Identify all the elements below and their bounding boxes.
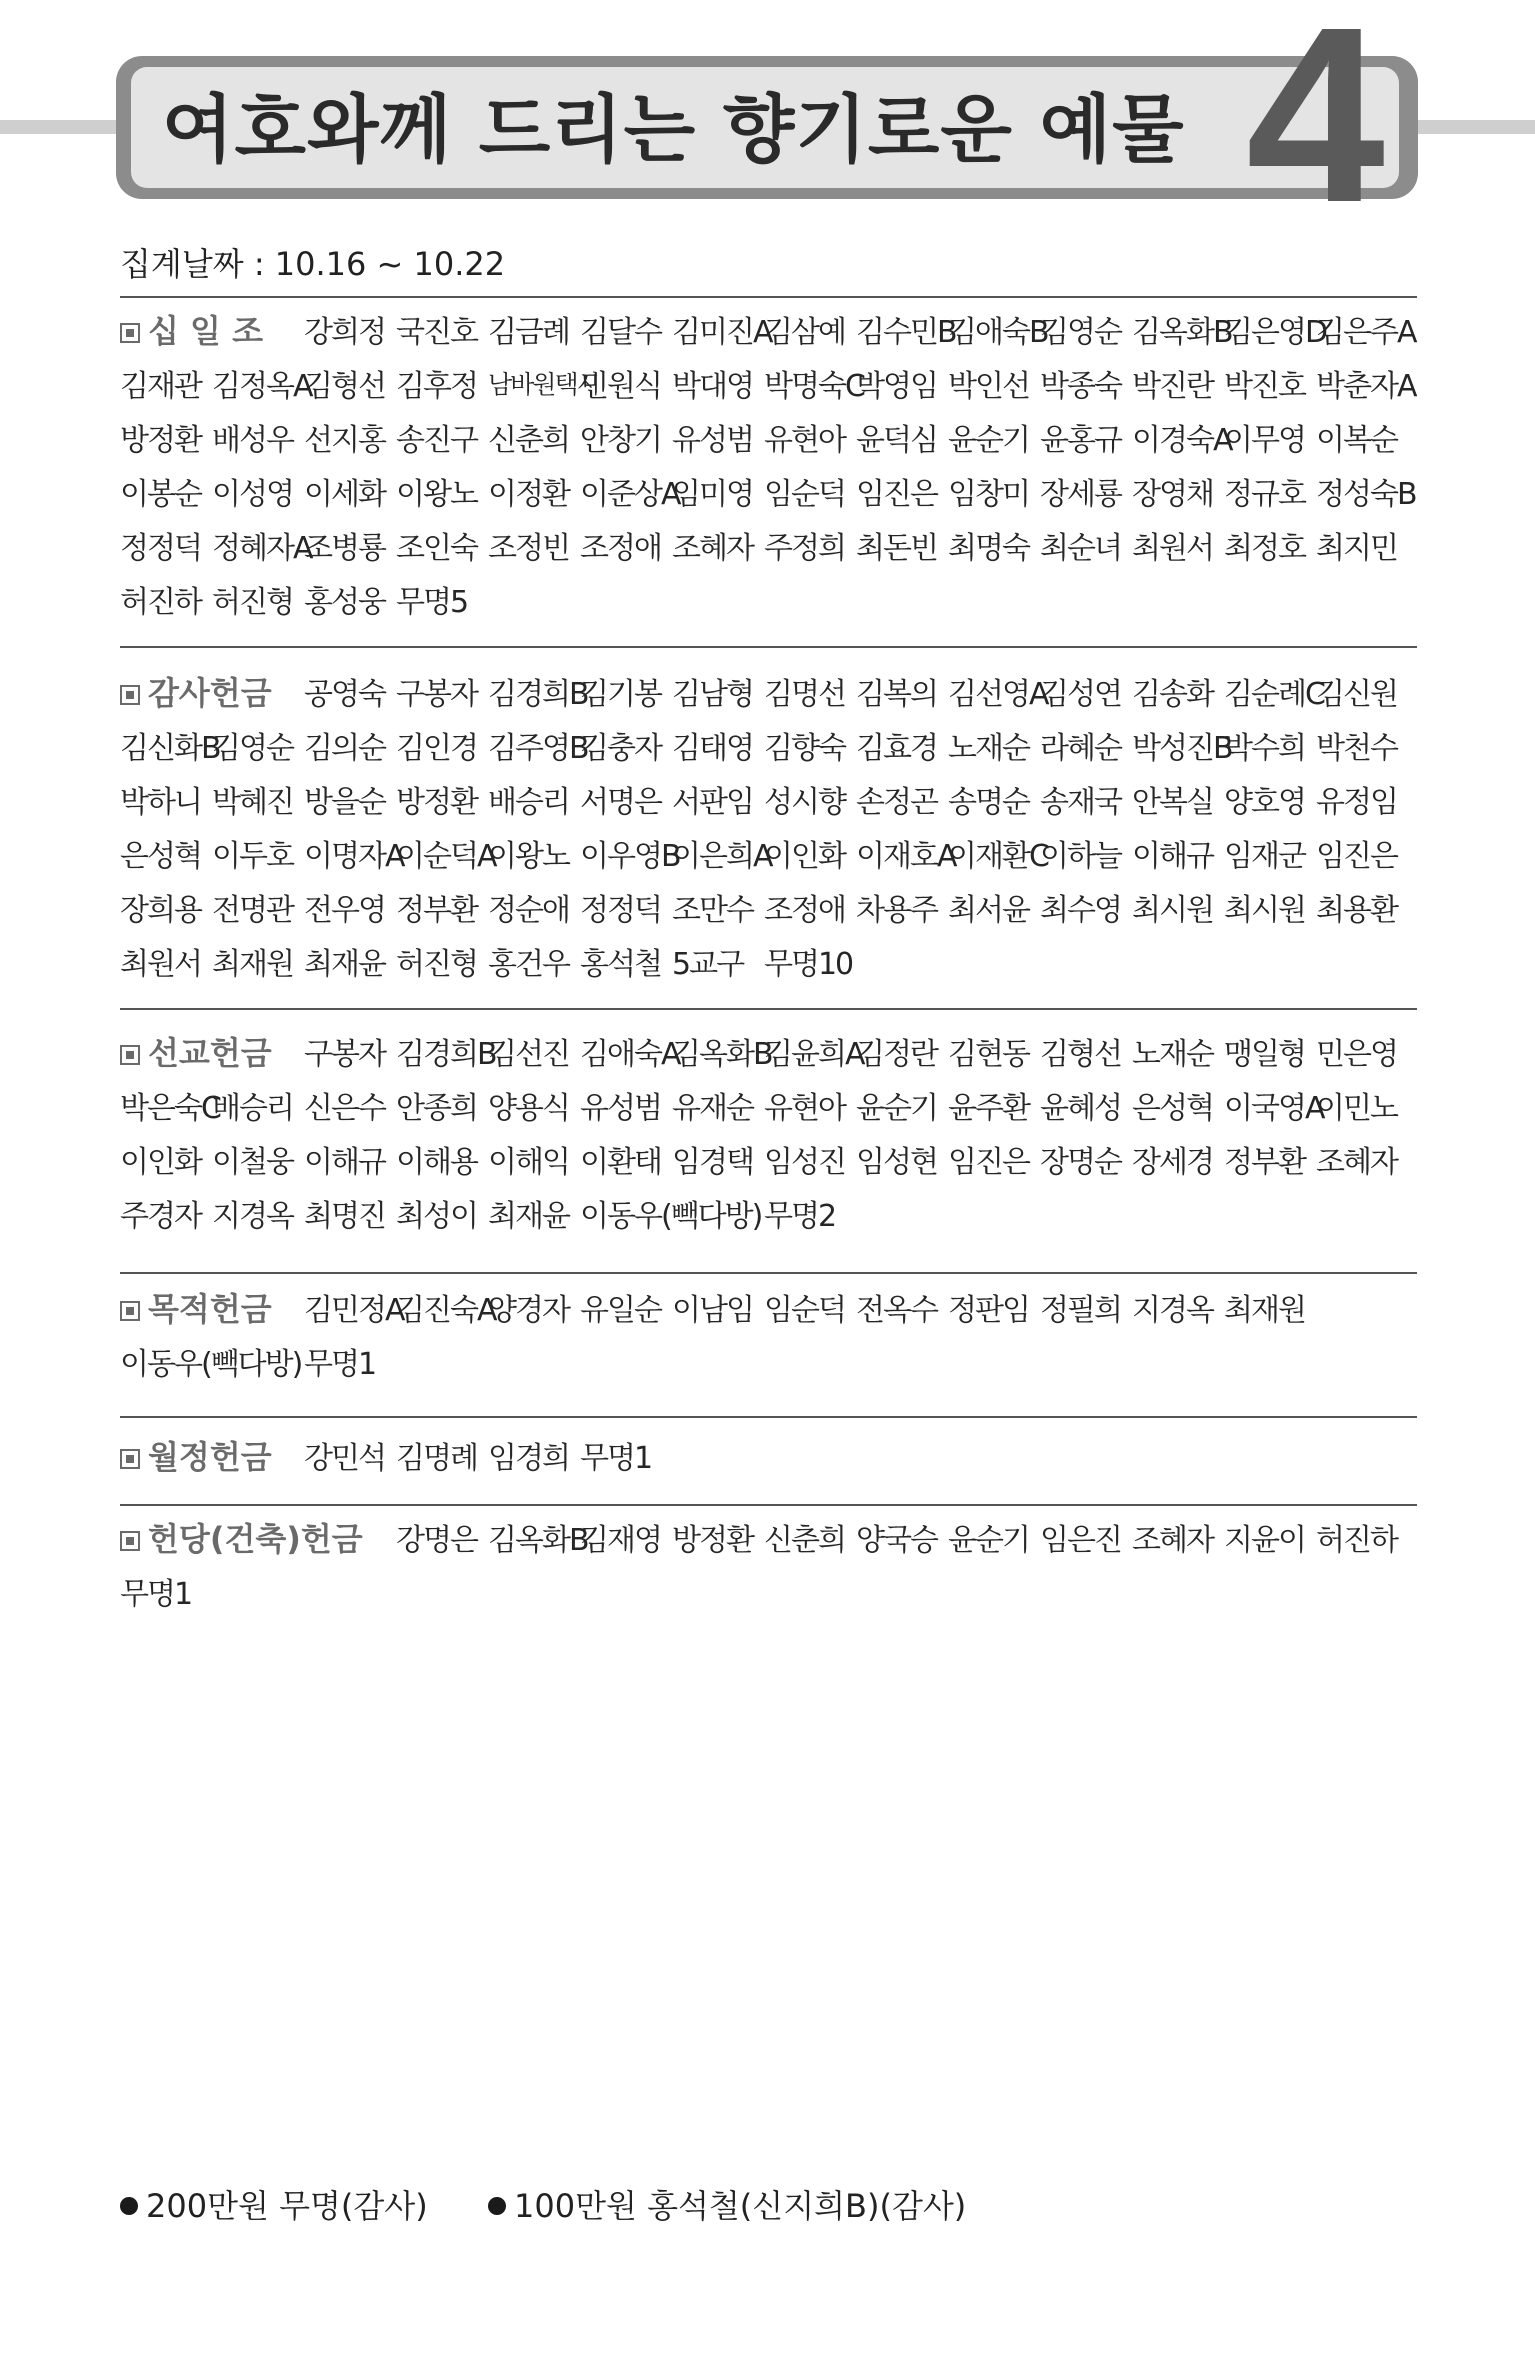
donor-name: 박종숙 [1040, 369, 1121, 404]
donor-name: 이왕노 [488, 839, 569, 874]
donor-name: 김진숙A [396, 1293, 496, 1328]
donor-name: 최재윤 [304, 947, 385, 982]
donor-name: 이봉순 [120, 477, 201, 512]
donor-name: 최성이 [396, 1199, 477, 1234]
donor-name: 박천수 [1316, 731, 1397, 766]
donor-name: 임성현 [856, 1145, 937, 1180]
donor-name: 임은진 [1040, 1523, 1121, 1558]
donor-name: 이재호A [856, 839, 956, 874]
donor-name: 조병룡 [304, 531, 385, 566]
donor-name: 최순녀 [1040, 531, 1121, 566]
donor-name: 조정빈 [488, 531, 569, 566]
bullet-icon [120, 2197, 138, 2215]
donor-name: 조혜자 [672, 531, 753, 566]
donor-name: 김은영D [1224, 315, 1327, 350]
section-building [120, 1510, 1420, 1618]
footer-text: 200만원 무명(감사) [146, 2187, 428, 2225]
name-grid [120, 302, 1420, 626]
donor-name: 유정임 [1316, 785, 1397, 820]
donor-name: 윤순기 [856, 1091, 937, 1126]
donor-name: 신춘희 [488, 423, 569, 458]
donor-name: 김윤희A [764, 1037, 864, 1072]
donor-name: 민원식 [580, 369, 661, 404]
donor-name: 이은희A [672, 839, 772, 874]
donor-name: 임경택 [672, 1145, 753, 1180]
donor-name: 정정덕 [120, 531, 201, 566]
donor-name: 박진호 [1224, 369, 1305, 404]
donor-name: 정혜자A [212, 531, 312, 566]
donor-name: 이국영A [1224, 1091, 1324, 1126]
donor-name: 정필희 [1040, 1293, 1121, 1328]
donor-name: 유일순 [580, 1293, 661, 1328]
donor-name: 김남형 [672, 677, 753, 712]
donor-name: 윤홍규 [1040, 423, 1121, 458]
donor-name: 김애숙A [580, 1037, 680, 1072]
donor-name: 최원서 [1132, 531, 1213, 566]
donor-name: 장희용 [120, 893, 201, 928]
donor-name: 최재원 [212, 947, 293, 982]
donor-name: 최수영 [1040, 893, 1121, 928]
donor-name: 최정호 [1224, 531, 1305, 566]
donor-name: 임진은 [856, 477, 937, 512]
donor-name: 조정애 [580, 531, 661, 566]
donor-name: 김형선 [1040, 1037, 1121, 1072]
donor-name: 임창미 [948, 477, 1029, 512]
donor-name: 이명자A [304, 839, 404, 874]
donor-name: 장세경 [1132, 1145, 1213, 1180]
donor-name: 최명진 [304, 1199, 385, 1234]
donor-name: 은성혁 [120, 839, 201, 874]
donor-name: 최원서 [120, 947, 201, 982]
donor-name: 장영채 [1132, 477, 1213, 512]
donor-name: 박대영 [672, 369, 753, 404]
period-text: 집계날짜 : 10.16 ~ 10.22 [120, 245, 506, 283]
donor-name: 허진형 [212, 585, 293, 620]
donor-name: 노재순 [948, 731, 1029, 766]
donor-name: 임경희 [488, 1441, 569, 1476]
donor-name: 노재순 [1132, 1037, 1213, 1072]
donor-name: 김기봉 [580, 677, 661, 712]
section-purpose [120, 1280, 1420, 1388]
donor-name: 손정곤 [856, 785, 937, 820]
donor-name: 전명관 [212, 893, 293, 928]
donor-name: 박수희 [1224, 731, 1305, 766]
donor-name: 이경숙A [1132, 423, 1232, 458]
donor-name: 이왕노 [396, 477, 477, 512]
donor-name: 박명숙C [764, 369, 864, 404]
donor-name: 김영순 [1040, 315, 1121, 350]
donor-name: 허진하 [1316, 1523, 1397, 1558]
donor-name: 양경자 [488, 1293, 569, 1328]
donor-name: 안종희 [396, 1091, 477, 1126]
donor-name: 박영임 [856, 369, 937, 404]
donor-name: 라혜순 [1040, 731, 1121, 766]
donor-name: 안창기 [580, 423, 661, 458]
donor-name: 이민노 [1316, 1091, 1397, 1126]
donor-name: 김영순 [212, 731, 293, 766]
donor-name: 최재윤 [488, 1199, 569, 1234]
donor-name: 구봉자 [304, 1037, 385, 1072]
donor-name: 홍건우 [488, 947, 569, 982]
donor-name: 최서윤 [948, 893, 1029, 928]
divider [120, 646, 1417, 648]
donor-name: 이해용 [396, 1145, 477, 1180]
donor-name: 최명숙 [948, 531, 1029, 566]
donor-name: 허진하 [120, 585, 201, 620]
donor-name: 홍석철 [580, 947, 661, 982]
donor-name: 지윤이 [1224, 1523, 1305, 1558]
donor-name: 이두호 [212, 839, 293, 874]
donor-name: 무명5 [396, 585, 468, 620]
donor-name: 김후정 [396, 369, 477, 404]
donor-name: 정부환 [396, 893, 477, 928]
name-grid [120, 664, 1420, 988]
donor-name: 김민정A [304, 1293, 404, 1328]
section-label-text: 목적헌금 [148, 1290, 272, 1328]
donor-name: 김복의 [856, 677, 937, 712]
donor-name: 방을순 [304, 785, 385, 820]
donor-name: 강명은 [396, 1523, 477, 1558]
donor-name: 국진호 [396, 315, 477, 350]
donor-name: 신은수 [304, 1091, 385, 1126]
donor-name: 김선진 [488, 1037, 569, 1072]
donor-name: 김주영B [488, 731, 588, 766]
donor-name: 조혜자 [1132, 1523, 1213, 1558]
donor-name: 이철웅 [212, 1145, 293, 1180]
donor-name: 이순덕A [396, 839, 496, 874]
square-bullet-icon [120, 1531, 140, 1551]
donor-name: 정규호 [1224, 477, 1305, 512]
square-bullet-icon [120, 323, 140, 343]
donor-name: 지경옥 [212, 1199, 293, 1234]
donor-name: 이재환C [948, 839, 1048, 874]
donor-name: 이하늘 [1040, 839, 1121, 874]
divider [120, 1272, 1417, 1274]
donor-name: 안복실 [1132, 785, 1213, 820]
page-number: 4 [1245, 0, 1385, 254]
donor-name: 최시원 [1132, 893, 1213, 928]
square-bullet-icon [120, 1045, 140, 1065]
name-grid [120, 1024, 1420, 1240]
donor-name: 방정환 [672, 1523, 753, 1558]
donor-name: 김경희B [396, 1037, 496, 1072]
donor-name: 이인화 [120, 1145, 201, 1180]
donor-name: 김옥화B [488, 1523, 588, 1558]
donor-name: 정정덕 [580, 893, 661, 928]
donor-name: 유성범 [672, 423, 753, 458]
divider [120, 296, 1417, 298]
donor-name: 5교구 [672, 947, 744, 982]
donor-name: 박춘자A [1316, 369, 1416, 404]
donor-name: 김의순 [304, 731, 385, 766]
donor-name: 무명10 [764, 947, 853, 982]
donor-name: 강민석 [304, 1441, 385, 1476]
footer-text: 100만원 홍석철(신지희B)(감사) [514, 2187, 967, 2225]
section-label-text: 선교헌금 [148, 1034, 272, 1072]
donor-name: 조정애 [764, 893, 845, 928]
donor-name: 남바원택시 [488, 370, 599, 399]
donor-name: 김정옥A [212, 369, 312, 404]
donor-name: 이남임 [672, 1293, 753, 1328]
donor-name: 이준상A [580, 477, 680, 512]
donor-name: 유현아 [764, 423, 845, 458]
donor-name: 정순애 [488, 893, 569, 928]
donor-name: 이복순 [1316, 423, 1397, 458]
donor-name: 강희정 [304, 315, 385, 350]
donor-name: 최지민 [1316, 531, 1397, 566]
donor-name: 이정환 [488, 477, 569, 512]
donor-name: 무명2 [764, 1199, 836, 1234]
donor-name: 성시향 [764, 785, 845, 820]
donor-name: 김애숙B [948, 315, 1048, 350]
donor-name: 유성범 [580, 1091, 661, 1126]
donor-name: 구봉자 [396, 677, 477, 712]
donor-name: 방정환 [396, 785, 477, 820]
donor-name: 김은주A [1316, 315, 1416, 350]
donor-name: 임성진 [764, 1145, 845, 1180]
donor-name: 최돈빈 [856, 531, 937, 566]
donor-name: 임순덕 [764, 1293, 845, 1328]
section-label [120, 1284, 304, 1330]
donor-name: 조인숙 [396, 531, 477, 566]
donor-name: 최용환 [1316, 893, 1397, 928]
donor-name: 공영숙 [304, 677, 385, 712]
donor-name: 김옥화B [672, 1037, 772, 1072]
donor-name: 전우영 [304, 893, 385, 928]
donor-name: 이성영 [212, 477, 293, 512]
donor-name: 지경옥 [1132, 1293, 1213, 1328]
donor-name: 이인화 [764, 839, 845, 874]
donor-name: 양호영 [1224, 785, 1305, 820]
donor-name: 윤순기 [948, 1523, 1029, 1558]
donor-name: 이동우(빽다방) [120, 1347, 302, 1382]
donor-name: 김명선 [764, 677, 845, 712]
donor-name: 이세화 [304, 477, 385, 512]
donor-name: 이환태 [580, 1145, 661, 1180]
page-title: 여호와께 드리는 향기로운 예물 [162, 87, 1185, 173]
donor-name: 김효경 [856, 731, 937, 766]
donor-name: 윤혜성 [1040, 1091, 1121, 1126]
square-bullet-icon [120, 1449, 140, 1469]
donor-name: 조만수 [672, 893, 753, 928]
donor-name: 정부환 [1224, 1145, 1305, 1180]
donor-name: 박혜진 [212, 785, 293, 820]
donor-name: 김미진A [672, 315, 772, 350]
donor-name: 박진란 [1132, 369, 1213, 404]
donor-name: 임미영 [672, 477, 753, 512]
donor-name: 송재국 [1040, 785, 1121, 820]
donor-name: 이해규 [1132, 839, 1213, 874]
name-grid [120, 1510, 1420, 1618]
donor-name: 양용식 [488, 1091, 569, 1126]
donor-name: 김충자 [580, 731, 661, 766]
donor-name: 김달수 [580, 315, 661, 350]
donor-name: 무명1 [580, 1441, 652, 1476]
donor-name: 배성우 [212, 423, 293, 458]
name-grid [120, 1428, 1420, 1482]
square-bullet-icon [120, 685, 140, 705]
divider [120, 1504, 1417, 1506]
donor-name: 배승리 [212, 1091, 293, 1126]
donor-name: 임진은 [1316, 839, 1397, 874]
divider [120, 1008, 1417, 1010]
bullet-icon [488, 2197, 506, 2215]
donor-name: 정성숙B [1316, 477, 1416, 512]
section-label [120, 1514, 396, 1560]
footer-note-1 [120, 2180, 428, 2232]
donor-name: 윤덕심 [856, 423, 937, 458]
section-label-text: 감사헌금 [148, 674, 272, 712]
donor-name: 이동우(빽다방) [580, 1199, 762, 1234]
donor-name: 주정희 [764, 531, 845, 566]
section-label-text: 헌당(건축)헌금 [148, 1520, 363, 1558]
section-label-text: 십 일 조 [148, 312, 264, 350]
donor-name: 김삼예 [764, 315, 845, 350]
section-label [120, 668, 304, 714]
donor-name: 주경자 [120, 1199, 201, 1234]
donor-name: 서판임 [672, 785, 753, 820]
donor-name: 방정환 [120, 423, 201, 458]
donor-name: 박인선 [948, 369, 1029, 404]
section-label-text: 월정헌금 [148, 1438, 272, 1476]
donor-name: 이우영B [580, 839, 680, 874]
donor-name: 윤순기 [948, 423, 1029, 458]
donor-name: 신춘희 [764, 1523, 845, 1558]
donor-name: 박성진B [1132, 731, 1232, 766]
donor-name: 맹일형 [1224, 1037, 1305, 1072]
donor-name: 이해규 [304, 1145, 385, 1180]
donor-name: 송명순 [948, 785, 1029, 820]
donor-name: 김금례 [488, 315, 569, 350]
donor-name: 이해익 [488, 1145, 569, 1180]
donor-name: 김정란 [856, 1037, 937, 1072]
donor-name: 유재순 [672, 1091, 753, 1126]
section-label [120, 306, 304, 352]
section-label [120, 1028, 304, 1074]
donor-name: 김신화B [120, 731, 220, 766]
donor-name: 최시원 [1224, 893, 1305, 928]
donor-name: 송진구 [396, 423, 477, 458]
donor-name: 김성연 [1040, 677, 1121, 712]
donor-name: 윤주환 [948, 1091, 1029, 1126]
square-bullet-icon [120, 1301, 140, 1321]
donor-name: 박하니 [120, 785, 201, 820]
section-label [120, 1432, 304, 1478]
donor-name: 임재군 [1224, 839, 1305, 874]
donor-name: 차용주 [856, 893, 937, 928]
donor-name: 김옥화B [1132, 315, 1232, 350]
donor-name: 양국승 [856, 1523, 937, 1558]
donor-name: 김형선 [304, 369, 385, 404]
donor-name: 김태영 [672, 731, 753, 766]
donor-name: 이무영 [1224, 423, 1305, 458]
section-mission [120, 1024, 1420, 1240]
donor-name: 홍성웅 [304, 585, 385, 620]
donor-name: 김경희B [488, 677, 588, 712]
divider [120, 1416, 1417, 1418]
donor-name: 전옥수 [856, 1293, 937, 1328]
donor-name: 박은숙C [120, 1091, 220, 1126]
donor-name: 은성혁 [1132, 1091, 1213, 1126]
donor-name: 김신원 [1316, 677, 1397, 712]
donor-name: 배승리 [488, 785, 569, 820]
donor-name: 김향숙 [764, 731, 845, 766]
donor-name: 김선영A [948, 677, 1048, 712]
donor-name: 서명은 [580, 785, 661, 820]
footer-note-2 [488, 2180, 966, 2232]
donor-name: 민은영 [1316, 1037, 1397, 1072]
donor-name: 임진은 [948, 1145, 1029, 1180]
donor-name: 김명례 [396, 1441, 477, 1476]
donor-name: 김현동 [948, 1037, 1029, 1072]
section-monthly [120, 1428, 1420, 1482]
donor-name: 무명1 [120, 1577, 192, 1612]
donor-name: 조혜자 [1316, 1145, 1397, 1180]
donor-name: 김순례C [1224, 677, 1324, 712]
donor-name: 김송화 [1132, 677, 1213, 712]
donor-name: 허진형 [396, 947, 477, 982]
donor-name: 김재관 [120, 369, 201, 404]
name-grid [120, 1280, 1420, 1388]
donor-name: 장세룡 [1040, 477, 1121, 512]
donor-name: 장명순 [1040, 1145, 1121, 1180]
donor-name: 임순덕 [764, 477, 845, 512]
donor-name: 최재원 [1224, 1293, 1305, 1328]
section-tithe [120, 302, 1420, 626]
donor-name: 정판임 [948, 1293, 1029, 1328]
donor-name: 유현아 [764, 1091, 845, 1126]
donor-name: 김재영 [580, 1523, 661, 1558]
section-thanks [120, 664, 1420, 988]
donor-name: 무명1 [304, 1347, 376, 1382]
donor-name: 김수민B [856, 315, 956, 350]
donor-name: 김인경 [396, 731, 477, 766]
donor-name: 선지홍 [304, 423, 385, 458]
